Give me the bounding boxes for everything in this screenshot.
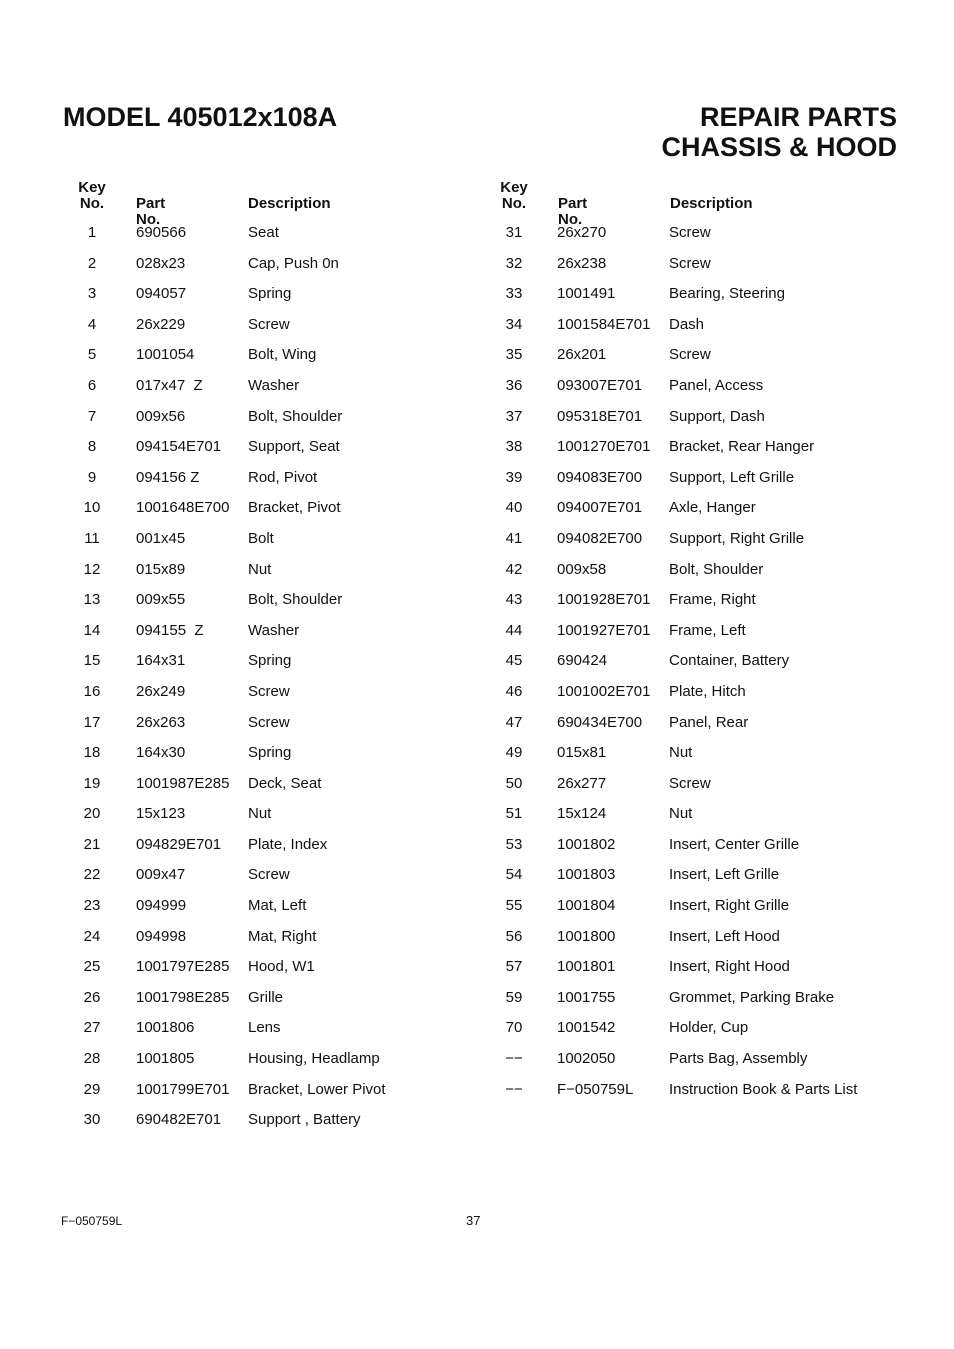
part-no-cell: 094083E700 bbox=[557, 468, 643, 486]
part-no-cell: 095318E701 bbox=[557, 407, 643, 425]
part-no-cell: 690566 bbox=[136, 224, 187, 241]
part-no-cell: 690482E701 bbox=[136, 1111, 222, 1129]
part-no-cell: 15x124 bbox=[557, 805, 607, 823]
description-cell: Insert, Left Grille bbox=[669, 866, 780, 884]
description-cell: Insert, Center Grille bbox=[669, 835, 800, 853]
part-no-cell: 1001270E701 bbox=[557, 438, 651, 456]
description-cell: Bolt, Wing bbox=[248, 346, 317, 364]
description-cell: Bolt, Shoulder bbox=[248, 591, 343, 609]
description-cell: Holder, Cup bbox=[669, 1019, 749, 1037]
key-no-cell: 38 bbox=[505, 438, 523, 456]
part-no-cell: 094156 Z bbox=[136, 468, 200, 486]
key-no-cell: 54 bbox=[505, 866, 523, 884]
key-no-cell: 15 bbox=[83, 652, 101, 670]
key-no-header bbox=[485, 180, 543, 212]
key-no-cell: 44 bbox=[505, 621, 523, 639]
description-cell: Spring bbox=[248, 285, 292, 303]
description-cell: Frame, Left bbox=[669, 621, 746, 639]
key-no-cell: 34 bbox=[505, 315, 523, 333]
description-cell: Support, Left Grille bbox=[669, 468, 795, 486]
description-cell: Deck, Seat bbox=[248, 774, 322, 792]
part-no-cell: 1001927E701 bbox=[557, 621, 651, 639]
description-cell: Cap, Push 0n bbox=[248, 254, 339, 272]
key-header-line1: Key bbox=[78, 179, 106, 196]
part-no-cell: 690424 bbox=[557, 652, 608, 670]
key-no-cell: 45 bbox=[505, 652, 523, 670]
description-cell: Support, Right Grille bbox=[669, 529, 805, 547]
description-cell: Bracket, Lower Pivot bbox=[248, 1080, 386, 1098]
part-no-cell: 164x31 bbox=[136, 652, 186, 670]
description-cell: Seat bbox=[248, 224, 279, 241]
description-cell: Nut bbox=[248, 560, 272, 578]
part-no-cell: 094082E700 bbox=[557, 529, 643, 547]
key-no-cell: 16 bbox=[83, 682, 101, 700]
part-no-cell: 017x47 Z bbox=[136, 376, 203, 394]
part-no-cell: 1001804 bbox=[557, 897, 616, 915]
description-cell: Lens bbox=[248, 1019, 281, 1037]
key-no-cell: 18 bbox=[83, 744, 101, 762]
part-no-cell: 1001987E285 bbox=[136, 774, 230, 792]
description-cell: Screw bbox=[248, 866, 290, 884]
part-no-cell: 1001800 bbox=[557, 927, 616, 945]
key-no-cell: 21 bbox=[83, 835, 101, 853]
key-no-cell: 57 bbox=[505, 958, 523, 976]
part-no-cell: 094057 bbox=[136, 285, 187, 303]
key-no-cell: 32 bbox=[505, 254, 523, 272]
part-no-cell: 26x263 bbox=[136, 713, 186, 731]
description-cell: Washer bbox=[248, 376, 300, 394]
description-cell: Grommet, Parking Brake bbox=[669, 988, 835, 1006]
description-cell: Mat, Left bbox=[248, 897, 307, 915]
key-no-cell: 10 bbox=[83, 499, 101, 517]
key-no-cell: 6 bbox=[87, 376, 97, 394]
description-cell: Bolt, Shoulder bbox=[669, 560, 764, 578]
part-no-cell: 690434E700 bbox=[557, 713, 643, 731]
description-cell: Panel, Rear bbox=[669, 713, 749, 731]
part-no-cell: 1001802 bbox=[557, 835, 616, 853]
part-no-cell: 26x277 bbox=[557, 774, 607, 792]
part-no-cell: 1001584E701 bbox=[557, 315, 651, 333]
part-no-cell: 009x56 bbox=[136, 407, 186, 425]
key-no-cell: 36 bbox=[505, 376, 523, 394]
key-no-cell: 19 bbox=[83, 774, 101, 792]
key-no-cell: 14 bbox=[83, 621, 101, 639]
key-no-cell: 7 bbox=[87, 407, 97, 425]
part-no-cell: 009x58 bbox=[557, 560, 607, 578]
description-cell: Washer bbox=[248, 621, 300, 639]
key-no-cell: 17 bbox=[83, 713, 101, 731]
key-no-cell: 3 bbox=[87, 285, 97, 303]
part-no-cell: 1001798E285 bbox=[136, 988, 230, 1006]
key-header-line1: Key bbox=[500, 179, 528, 196]
description-cell: Plate, Index bbox=[248, 835, 328, 853]
part-no-cell: 015x89 bbox=[136, 560, 186, 578]
key-no-cell: 55 bbox=[505, 897, 523, 915]
key-no-header bbox=[63, 180, 121, 212]
description-cell: Nut bbox=[248, 805, 272, 823]
key-no-cell: 46 bbox=[505, 682, 523, 700]
part-no-cell: 26x201 bbox=[557, 346, 607, 364]
description-cell: Grille bbox=[248, 988, 284, 1006]
key-no-cell: 35 bbox=[505, 346, 523, 364]
key-no-cell: 56 bbox=[505, 927, 523, 945]
key-no-cell: −− bbox=[505, 1080, 523, 1098]
description-header: Description bbox=[670, 195, 753, 212]
key-no-cell: −− bbox=[505, 1050, 523, 1068]
description-cell: Nut bbox=[669, 744, 693, 762]
description-cell: Support , Battery bbox=[248, 1111, 361, 1129]
description-cell: Panel, Access bbox=[669, 376, 764, 394]
part-no-cell: 1001755 bbox=[557, 988, 616, 1006]
key-no-cell: 23 bbox=[83, 897, 101, 915]
part-no-cell: 093007E701 bbox=[557, 376, 643, 394]
description-cell: Support, Dash bbox=[669, 407, 765, 425]
key-no-cell: 33 bbox=[505, 285, 523, 303]
part-no-cell: F−050759L bbox=[557, 1080, 634, 1098]
section-title bbox=[661, 102, 897, 162]
part-no-cell: 094155 Z bbox=[136, 621, 204, 639]
part-no-cell: 094998 bbox=[136, 927, 187, 945]
description-cell: Screw bbox=[248, 682, 290, 700]
description-cell: Dash bbox=[669, 315, 705, 333]
key-no-cell: 22 bbox=[83, 866, 101, 884]
key-no-cell: 2 bbox=[87, 254, 97, 272]
description-cell: Spring bbox=[248, 744, 292, 762]
key-no-cell: 49 bbox=[505, 744, 523, 762]
key-header-line2: No. bbox=[79, 195, 105, 212]
key-no-cell: 47 bbox=[505, 713, 523, 731]
part-no-cell: 26x270 bbox=[557, 224, 607, 241]
description-cell: Bolt bbox=[248, 529, 274, 547]
key-no-cell: 30 bbox=[83, 1111, 101, 1129]
description-cell: Frame, Right bbox=[669, 591, 756, 609]
section-title-line1: REPAIR PARTS bbox=[699, 102, 897, 132]
description-cell: Plate, Hitch bbox=[669, 682, 746, 700]
description-cell: Screw bbox=[669, 224, 711, 241]
key-no-cell: 8 bbox=[87, 438, 97, 456]
key-no-cell: 5 bbox=[87, 346, 97, 364]
part-no-cell: 015x81 bbox=[557, 744, 607, 762]
part-no-header: Part No. bbox=[136, 195, 166, 228]
key-no-cell: 37 bbox=[505, 407, 523, 425]
part-no-cell: 1001797E285 bbox=[136, 958, 230, 976]
part-no-cell: 009x55 bbox=[136, 591, 186, 609]
key-no-cell: 51 bbox=[505, 805, 523, 823]
part-no-cell: 1001799E701 bbox=[136, 1080, 230, 1098]
key-no-cell: 31 bbox=[505, 224, 523, 241]
description-cell: Insert, Right Hood bbox=[669, 958, 790, 976]
key-no-cell: 26 bbox=[83, 988, 101, 1006]
part-no-cell: 094829E701 bbox=[136, 835, 222, 853]
part-no-cell: 26x229 bbox=[136, 315, 186, 333]
description-header: Description bbox=[248, 195, 331, 212]
part-no-header: Part No. bbox=[558, 195, 588, 228]
key-no-cell: 27 bbox=[83, 1019, 101, 1037]
part-no-cell: 1001491 bbox=[557, 285, 616, 303]
key-header-line2: No. bbox=[501, 195, 527, 212]
page-number: 37 bbox=[466, 1213, 481, 1228]
key-no-cell: 1 bbox=[87, 224, 97, 241]
part-no-cell: 15x123 bbox=[136, 805, 186, 823]
key-no-cell: 13 bbox=[83, 591, 101, 609]
description-cell: Screw bbox=[248, 713, 290, 731]
description-cell: Insert, Right Grille bbox=[669, 897, 790, 915]
description-cell: Support, Seat bbox=[248, 438, 340, 456]
description-cell: Screw bbox=[669, 254, 711, 272]
part-no-cell: 1001803 bbox=[557, 866, 616, 884]
key-no-cell: 29 bbox=[83, 1080, 101, 1098]
part-no-cell: 094999 bbox=[136, 897, 187, 915]
key-no-cell: 4 bbox=[87, 315, 97, 333]
description-cell: Housing, Headlamp bbox=[248, 1050, 380, 1068]
description-cell: Screw bbox=[669, 346, 711, 364]
part-no-cell: 1001806 bbox=[136, 1019, 195, 1037]
description-cell: Spring bbox=[248, 652, 292, 670]
key-no-cell: 12 bbox=[83, 560, 101, 578]
key-no-cell: 11 bbox=[84, 529, 100, 547]
part-no-cell: 1001801 bbox=[557, 958, 616, 976]
model-title: MODEL 405012x108A bbox=[63, 102, 338, 132]
key-no-cell: 20 bbox=[83, 805, 101, 823]
key-no-cell: 39 bbox=[505, 468, 523, 486]
doc-number: F−050759L bbox=[61, 1214, 123, 1228]
part-no-cell: 1001542 bbox=[557, 1019, 616, 1037]
part-no-cell: 028x23 bbox=[136, 254, 186, 272]
part-no-cell: 1002050 bbox=[557, 1050, 616, 1068]
description-cell: Axle, Hanger bbox=[669, 499, 756, 517]
key-no-cell: 43 bbox=[505, 591, 523, 609]
description-cell: Parts Bag, Assembly bbox=[669, 1050, 808, 1068]
part-no-cell: 164x30 bbox=[136, 744, 186, 762]
description-cell: Rod, Pivot bbox=[248, 468, 318, 486]
part-no-cell: 1001648E700 bbox=[136, 499, 230, 517]
description-cell: Bolt, Shoulder bbox=[248, 407, 343, 425]
part-no-cell: 094007E701 bbox=[557, 499, 643, 517]
part-no-cell: 009x47 bbox=[136, 866, 186, 884]
key-no-cell: 24 bbox=[83, 927, 101, 945]
description-cell: Instruction Book & Parts List bbox=[669, 1080, 858, 1098]
part-no-cell: 094154E701 bbox=[136, 438, 222, 456]
description-cell: Bracket, Rear Hanger bbox=[669, 438, 815, 456]
key-no-cell: 41 bbox=[505, 529, 523, 547]
key-no-cell: 40 bbox=[505, 499, 523, 517]
description-cell: Bracket, Pivot bbox=[248, 499, 341, 517]
part-no-cell: 26x238 bbox=[557, 254, 607, 272]
description-cell: Container, Battery bbox=[669, 652, 790, 670]
description-cell: Mat, Right bbox=[248, 927, 317, 945]
key-no-cell: 59 bbox=[505, 988, 523, 1006]
description-cell: Bearing, Steering bbox=[669, 285, 785, 303]
description-cell: Screw bbox=[248, 315, 290, 333]
part-no-cell: 1001054 bbox=[136, 346, 195, 364]
description-cell: Insert, Left Hood bbox=[669, 927, 780, 945]
description-cell: Hood, W1 bbox=[248, 958, 315, 976]
key-no-cell: 42 bbox=[505, 560, 523, 578]
key-no-cell: 28 bbox=[83, 1050, 101, 1068]
description-cell: Screw bbox=[669, 774, 711, 792]
part-no-cell: 26x249 bbox=[136, 682, 186, 700]
key-no-cell: 50 bbox=[505, 774, 523, 792]
part-no-cell: 1001805 bbox=[136, 1050, 195, 1068]
part-no-cell: 1001002E701 bbox=[557, 682, 651, 700]
section-title-line2: CHASSIS & HOOD bbox=[661, 132, 897, 162]
key-no-cell: 9 bbox=[87, 468, 97, 486]
key-no-cell: 25 bbox=[83, 958, 101, 976]
key-no-cell: 70 bbox=[505, 1019, 523, 1037]
part-no-cell: 001x45 bbox=[136, 529, 186, 547]
part-no-cell: 1001928E701 bbox=[557, 591, 651, 609]
key-no-cell: 53 bbox=[505, 835, 523, 853]
description-cell: Nut bbox=[669, 805, 693, 823]
